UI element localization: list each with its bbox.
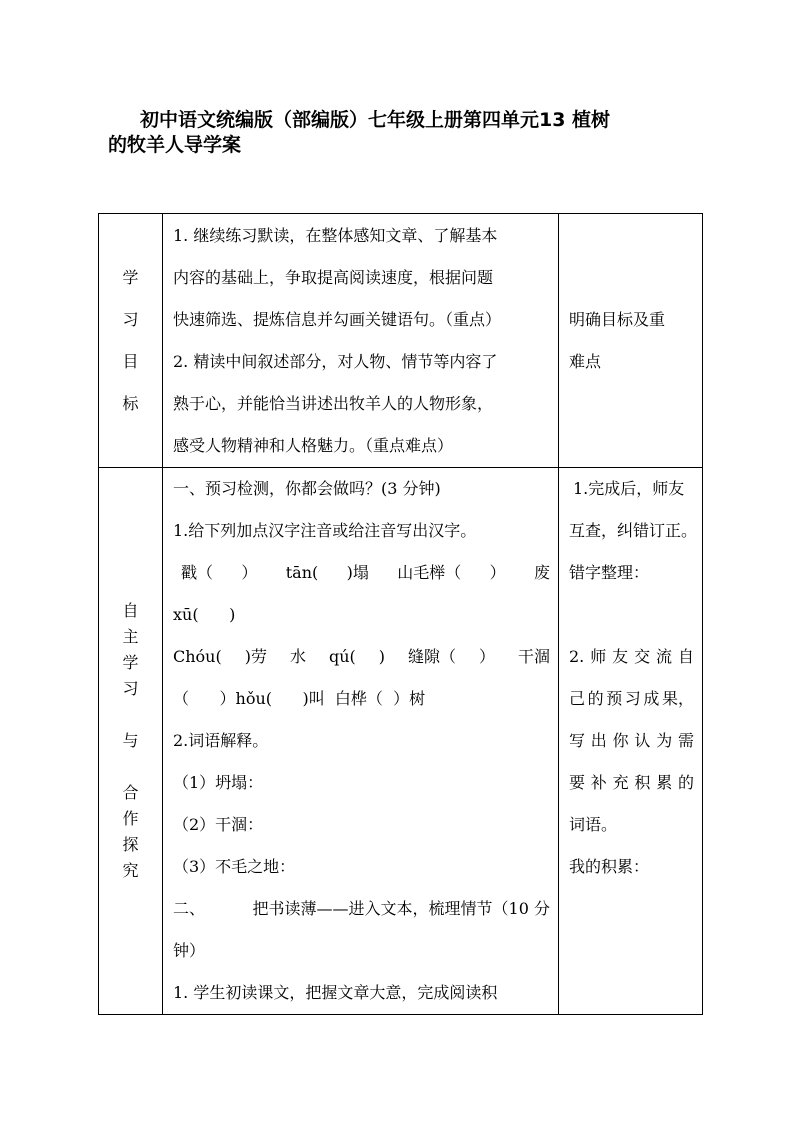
term-item: （3）不毛之地： xyxy=(173,857,296,876)
goal-line: 2. 精读中间叙述部分，对人物、情节等内容了 xyxy=(173,352,498,371)
section-heading-2: 二、 把书读薄——进入文本，梳理情节（10 分 xyxy=(173,899,550,918)
document-title xyxy=(108,108,698,158)
goal-line: 快速筛选、提炼信息并勾画关键语句。（重点） xyxy=(173,310,502,329)
note-line: 错字整理： xyxy=(569,563,650,582)
lesson-plan-table xyxy=(98,213,703,1015)
section-heading: 一、预习检测，你都会做吗？(3 分钟) xyxy=(173,479,441,498)
goal-line: 感受人物精神和人格魅力。（重点难点） xyxy=(173,436,454,455)
note-line: 难点 xyxy=(569,351,602,371)
note-line: 明确目标及重 xyxy=(569,309,666,329)
section-heading-2-cont: 钟） xyxy=(173,941,206,960)
learning-goals-label-cell xyxy=(99,214,163,468)
goal-line: 1. 继续练习默读，在整体感知文章、了解基本 xyxy=(173,226,498,245)
pinyin-line-3: Chóu( )劳 水 qú( ) 缝隙（ ） 干涸 xyxy=(173,647,550,666)
title-line-2: 的牧羊人导学案 xyxy=(108,134,242,156)
title-line-1: 初中语文统编版（部编版）七年级上册第四单元13 植树 xyxy=(140,109,611,131)
note-line: 己 的 预 习 成 果， xyxy=(569,689,694,708)
learning-goals-note xyxy=(559,214,703,468)
goal-line: 内容的基础上，争取提高阅读速度，根据问题 xyxy=(173,268,494,287)
term-item: （1）坍塌： xyxy=(173,773,264,792)
reading-task: 1. 学生初读课文，把握文章大意，完成阅读积 xyxy=(173,983,498,1002)
term-item: （2）干涸： xyxy=(173,815,264,834)
note-line: 互查，纠错订正。 xyxy=(569,521,698,540)
self-study-row xyxy=(99,468,703,1015)
goal-line: 熟于心，并能恰当讲述出牧羊人的人物形象， xyxy=(173,394,494,413)
question-1: 1.给下列加点汉字注音或给注音写出汉字。 xyxy=(173,521,477,540)
note-line: 1.完成后，师友 xyxy=(573,479,685,498)
question-2: 2.词语解释。 xyxy=(173,731,269,750)
note-line: 我的积累： xyxy=(569,857,650,876)
note-line: 词语。 xyxy=(569,815,618,834)
pinyin-line-2: xū( ) xyxy=(173,605,236,624)
pinyin-line-1: 戳（ ） tān( )塌 山毛榉（ ） 废 xyxy=(181,563,550,582)
pinyin-line-4: （ ）hǒu( )叫 白桦（ ）树 xyxy=(173,689,426,708)
note-line: 写 出 你 认 为 需 xyxy=(569,731,694,750)
learning-goals-label: 学 习 目 标 xyxy=(122,267,139,413)
self-study-label-cell xyxy=(99,468,163,1015)
self-study-note xyxy=(559,468,703,1015)
learning-goals-content xyxy=(163,214,559,468)
learning-goals-row xyxy=(99,214,703,468)
self-study-content xyxy=(163,468,559,1015)
note-line: 2. 师 友 交 流 自 xyxy=(569,647,694,666)
self-study-label: 自 主 学 习 与 合 作 探 究 xyxy=(122,601,139,880)
note-line: 要 补 充 积 累 的 xyxy=(569,773,694,792)
